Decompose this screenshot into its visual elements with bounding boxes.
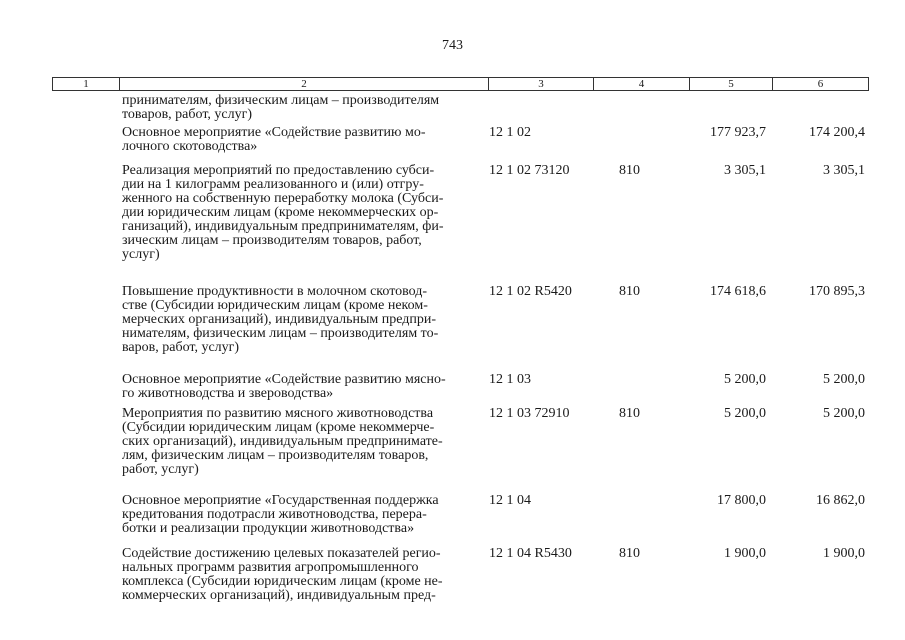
row-value-5: 174 618,6 xyxy=(710,284,766,299)
row-code: 12 1 02 xyxy=(489,125,531,140)
row-description: принимателям, физическим лицам – производителям товаров, работ, услуг) xyxy=(122,93,440,122)
row-code: 12 1 04 xyxy=(489,493,531,508)
row-value-5: 1 900,0 xyxy=(724,546,766,561)
row-description: Основное мероприятие «Содействие развитию мясно- го животноводства и звероводства» xyxy=(122,372,446,401)
row-value-5: 5 200,0 xyxy=(724,406,766,421)
row-description: Мероприятия по развитию мясного животноводства (Субсидии юридическим лицам (кроме некоммерче- ских организаций), индивидуальным предпринимате- лям, физическим лицам – производителям товаров, работ, услуг) xyxy=(122,406,443,477)
page-number: 743 xyxy=(442,38,463,53)
row-description: Основное мероприятие «Содействие развитию мо- лочного скотоводства» xyxy=(122,125,426,154)
row-type: 810 xyxy=(619,163,640,178)
row-description: Основное мероприятие «Государственная поддержка кредитования подотрасли животноводства, перера- ботки и реализации продукции животноводства» xyxy=(122,493,439,536)
row-value-6: 16 862,0 xyxy=(816,493,865,508)
row-type: 810 xyxy=(619,546,640,561)
row-code: 12 1 04 R5430 xyxy=(489,546,572,561)
header-col-3: 3 xyxy=(538,78,544,90)
table-header xyxy=(52,77,869,91)
row-value-6: 5 200,0 xyxy=(823,406,865,421)
row-description: Повышение продуктивности в молочном скотовод- стве (Субсидии юридическим лицам (кроме неком- мерческих организаций), индивидуальным предпри- нимателям, физическим лицам – производителям то- варов, работ, услуг) xyxy=(122,284,439,355)
row-value-6: 1 900,0 xyxy=(823,546,865,561)
row-value-5: 3 305,1 xyxy=(724,163,766,178)
row-type: 810 xyxy=(619,284,640,299)
header-col-4: 4 xyxy=(638,78,645,90)
header-col-2: 2 xyxy=(301,78,307,90)
row-code: 12 1 02 73120 xyxy=(489,163,570,178)
row-value-5: 17 800,0 xyxy=(717,493,766,508)
row-value-6: 174 200,4 xyxy=(809,125,865,140)
header-col-1: 1 xyxy=(83,78,89,90)
row-description: Содействие достижению целевых показателей регио- нальных программ развития агропромышленного комплекса (Субсидии юридическим лицам (кроме не- коммерческих организаций), индивидуальным пред- xyxy=(122,546,443,603)
row-code: 12 1 03 72910 xyxy=(489,406,570,421)
row-code: 12 1 03 xyxy=(489,372,531,387)
header-col-6: 6 xyxy=(817,78,824,90)
row-value-6: 170 895,3 xyxy=(809,284,865,299)
row-value-6: 3 305,1 xyxy=(823,163,865,178)
row-code: 12 1 02 R5420 xyxy=(489,284,572,299)
row-value-5: 177 923,7 xyxy=(710,125,766,140)
row-description: Реализация мероприятий по предоставлению субси- дии на 1 килограмм реализованного и (или) отгру- женного на собственную переработку молока (Субси- дии юридическим лицам (кроме некоммерческих ор- ганизаций), индивидуальным предпринимателям, фи- зическим лицам – производителям товаров, работ, услуг) xyxy=(122,163,444,262)
row-value-5: 5 200,0 xyxy=(724,372,766,387)
row-type: 810 xyxy=(619,406,640,421)
row-value-6: 5 200,0 xyxy=(823,372,865,387)
header-col-5: 5 xyxy=(728,78,734,90)
